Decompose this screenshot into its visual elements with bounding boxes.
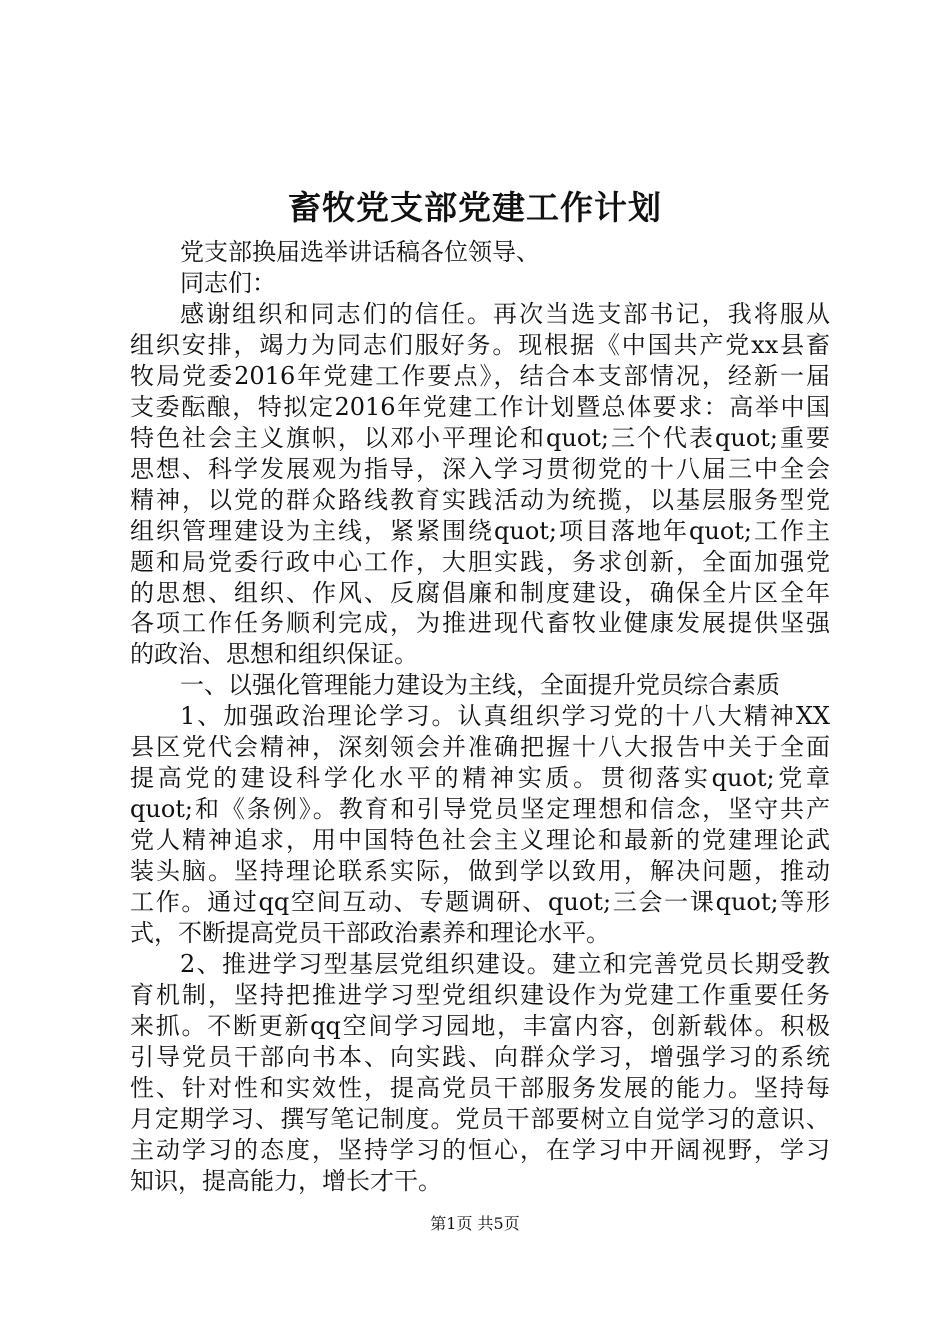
body-line: 特色社会主义旗帜，以邓小平理论和quot;三个代表quot;重要: [130, 423, 830, 452]
body-line: 式，不断提高党员干部政治素养和理论水平。: [130, 918, 610, 947]
body-line: 月定期学习、撰写笔记制度。党员干部要树立自觉学习的意识、: [130, 1104, 830, 1133]
body-line: 同志们：: [180, 268, 276, 297]
body-line: 育机制，坚持把推进学习型党组织建设作为党建工作重要任务: [130, 980, 830, 1009]
body-line: 组织管理建设为主线，紧紧围绕quot;项目落地年quot;工作主: [130, 516, 830, 545]
body-line: 题和局党委行政中心工作，大胆实践，务求创新，全面加强党: [130, 547, 830, 576]
body-line: 各项工作任务顺利完成，为推进现代畜牧业健康发展提供坚强: [130, 609, 830, 638]
body-line: 党支部换届选举讲话稿各位领导、: [180, 238, 540, 266]
body-line: quot;和《条例》。教育和引导党员坚定理想和信念，坚守共产: [130, 795, 830, 824]
body-line: 的政治、思想和组织保证。: [130, 640, 418, 669]
body-line: 支委酝酿，特拟定2016年党建工作计划暨总体要求：高举中国: [130, 392, 830, 421]
body-line: 2、推进学习型基层党组织建设。建立和完善党员长期受教: [180, 949, 830, 978]
body-line: 来抓。不断更新qq空间学习园地，丰富内容，创新载体。积极: [130, 1011, 830, 1040]
body-line: 引导党员干部向书本、向实践、向群众学习，增强学习的系统: [130, 1042, 830, 1071]
body-line: 性、针对性和实效性，提高党员干部服务发展的能力。坚持每: [130, 1073, 830, 1102]
body-line: 主动学习的态度，坚持学习的恒心，在学习中开阔视野，学习: [130, 1135, 830, 1164]
body-line: 精神，以党的群众路线教育实践活动为统揽，以基层服务型党: [130, 485, 830, 514]
body-line: 1、加强政治理论学习。认真组织学习党的十八大精神XX: [180, 702, 830, 731]
body-line: 知识，提高能力，增长才干。: [130, 1166, 442, 1195]
body-line: 组织安排，竭力为同志们服好务。现根据《中国共产党xx县畜: [130, 330, 830, 359]
document-title: 畜牧党支部党建工作计划: [288, 188, 662, 227]
page-footer: 第1页 共5页: [430, 1214, 520, 1233]
body-line: 县区党代会精神，深刻领会并准确把握十八大报告中关于全面: [130, 733, 830, 762]
body-line: 感谢组织和同志们的信任。再次当选支部书记，我将服从: [180, 299, 830, 328]
body-line: 工作。通过qq空间互动、专题调研、quot;三会一课quot;等形: [130, 887, 830, 916]
body-line: 一、以强化管理能力建设为主线，全面提升党员综合素质: [180, 671, 780, 700]
body-line: 装头脑。坚持理论联系实际，做到学以致用，解决问题，推动: [130, 857, 830, 885]
body-line: 的思想、组织、作风、反腐倡廉和制度建设，确保全片区全年: [130, 578, 830, 607]
body-line: 牧局党委2016年党建工作要点》，结合本支部情况，经新一届: [130, 361, 830, 390]
body-line: 思想、科学发展观为指导，深入学习贯彻党的十八届三中全会: [130, 454, 830, 483]
body-line: 党人精神追求，用中国特色社会主义理论和最新的党建理论武: [130, 826, 830, 854]
body-line: 提高党的建设科学化水平的精神实质。贯彻落实quot;党章: [130, 764, 830, 793]
